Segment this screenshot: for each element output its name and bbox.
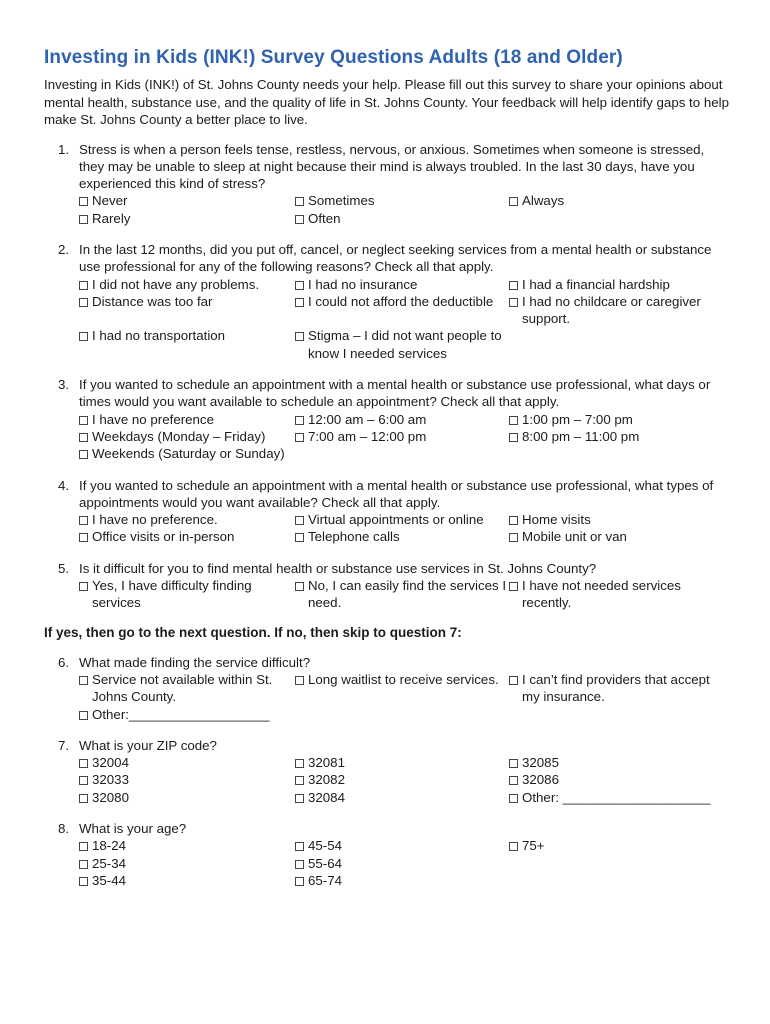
checkbox-square-icon[interactable] bbox=[79, 281, 88, 290]
checkbox-square-icon[interactable] bbox=[509, 676, 518, 685]
option-label: Home visits bbox=[522, 512, 591, 528]
option-label: Service not available within St. Johns County. bbox=[92, 671, 273, 705]
checkbox-square-icon[interactable] bbox=[79, 794, 88, 803]
option-label: I had no transportation bbox=[92, 328, 226, 344]
checkbox-square-icon[interactable] bbox=[295, 281, 304, 290]
option-checkbox[interactable] bbox=[79, 577, 295, 612]
option-label: 45-54 bbox=[308, 838, 343, 854]
question-5 bbox=[44, 560, 744, 612]
question-number: 8. bbox=[58, 821, 70, 836]
option-label: Yes, I have difficulty finding services bbox=[92, 578, 252, 611]
option-label: Virtual appointments or online bbox=[308, 512, 484, 528]
option-checkbox[interactable] bbox=[295, 789, 509, 806]
checkbox-square-icon[interactable] bbox=[295, 516, 304, 525]
option-checkbox[interactable] bbox=[509, 528, 729, 545]
options-grid bbox=[79, 411, 744, 463]
checkbox-square-icon[interactable] bbox=[79, 450, 88, 459]
option-checkbox[interactable] bbox=[79, 293, 295, 328]
question-number: 3. bbox=[58, 377, 70, 393]
question-number: 6. bbox=[58, 654, 70, 670]
checkbox-square-icon[interactable] bbox=[295, 877, 304, 886]
option-checkbox[interactable] bbox=[295, 511, 509, 528]
checkbox-square-icon[interactable] bbox=[79, 842, 88, 851]
option-checkbox[interactable] bbox=[509, 411, 729, 428]
empty-cell bbox=[509, 210, 729, 227]
question-number: 4. bbox=[58, 477, 70, 493]
option-checkbox[interactable] bbox=[79, 855, 295, 872]
question-6 bbox=[44, 654, 744, 723]
options-grid bbox=[79, 577, 744, 612]
option-label: Rarely bbox=[92, 210, 131, 226]
option-checkbox[interactable] bbox=[295, 411, 509, 428]
option-checkbox[interactable] bbox=[79, 706, 295, 723]
checkbox-square-icon[interactable] bbox=[79, 332, 88, 341]
checkbox-square-icon[interactable] bbox=[509, 281, 518, 290]
checkbox-square-icon[interactable] bbox=[509, 582, 518, 591]
option-checkbox[interactable] bbox=[79, 511, 295, 528]
option-checkbox[interactable] bbox=[295, 671, 509, 706]
checkbox-square-icon[interactable] bbox=[295, 332, 304, 341]
questions-block-1 bbox=[44, 141, 744, 612]
question-3 bbox=[44, 376, 744, 462]
option-label: Office visits or in-person bbox=[92, 529, 235, 545]
option-checkbox[interactable] bbox=[295, 754, 509, 771]
option-checkbox[interactable] bbox=[295, 428, 509, 445]
option-label: 65-74 bbox=[308, 872, 343, 888]
option-label: I have no preference bbox=[92, 411, 214, 427]
question-text: What is your ZIP code? bbox=[79, 737, 217, 753]
question-text: What made finding the service difficult? bbox=[79, 654, 311, 670]
question-number: 2. bbox=[58, 241, 70, 257]
option-label: Often bbox=[308, 210, 341, 226]
question-1 bbox=[44, 141, 744, 227]
options-grid bbox=[79, 671, 744, 723]
option-label: I could not afford the deductible bbox=[308, 293, 494, 309]
option-checkbox[interactable] bbox=[509, 789, 729, 806]
question-4 bbox=[44, 477, 744, 546]
checkbox-square-icon[interactable] bbox=[79, 416, 88, 425]
checkbox-square-icon[interactable] bbox=[509, 842, 518, 851]
option-label: 32004 bbox=[92, 755, 129, 771]
option-label: Never bbox=[92, 193, 128, 209]
options-grid bbox=[79, 754, 744, 806]
option-checkbox[interactable] bbox=[509, 577, 729, 612]
checkbox-square-icon[interactable] bbox=[509, 516, 518, 525]
checkbox-square-icon[interactable] bbox=[79, 711, 88, 720]
skip-note: If yes, then go to the next question. If no, then skip to question 7: bbox=[44, 624, 462, 640]
empty-cell bbox=[509, 445, 729, 462]
option-checkbox[interactable] bbox=[79, 789, 295, 806]
checkbox-square-icon[interactable] bbox=[295, 416, 304, 425]
option-checkbox[interactable] bbox=[295, 192, 509, 209]
question-number: 7. bbox=[58, 737, 70, 753]
option-checkbox[interactable] bbox=[79, 754, 295, 771]
question-text: If you wanted to schedule an appointment with a mental health or substance use professional, what days or times would you want available to schedule an appointment? Check all that apply. bbox=[79, 377, 711, 410]
checkbox-square-icon[interactable] bbox=[79, 197, 88, 206]
option-label: Telephone calls bbox=[308, 529, 400, 545]
checkbox-square-icon[interactable] bbox=[295, 533, 304, 542]
option-label: Mobile unit or van bbox=[522, 529, 627, 545]
options-grid bbox=[79, 276, 744, 362]
option-checkbox[interactable] bbox=[79, 192, 295, 209]
option-checkbox[interactable] bbox=[79, 445, 295, 462]
checkbox-square-icon[interactable] bbox=[295, 215, 304, 224]
checkbox-square-icon[interactable] bbox=[79, 860, 88, 869]
option-label: I can’t find providers that accept my insurance. bbox=[522, 671, 710, 705]
option-label: 12:00 am – 6:00 am bbox=[308, 411, 427, 427]
checkbox-square-icon[interactable] bbox=[295, 794, 304, 803]
option-label: 32085 bbox=[522, 755, 559, 771]
option-checkbox[interactable] bbox=[295, 210, 509, 227]
option-checkbox[interactable] bbox=[79, 771, 295, 788]
option-label: 18-24 bbox=[92, 838, 127, 854]
checkbox-square-icon[interactable] bbox=[295, 197, 304, 206]
option-label: 32080 bbox=[92, 789, 129, 805]
question-number: 1. bbox=[58, 141, 70, 157]
option-label: 35-44 bbox=[92, 872, 127, 888]
option-label: Other: ____________________ bbox=[522, 789, 711, 805]
page-title: Investing in Kids (INK!) Survey Questions Adults (18 and Older) bbox=[44, 47, 623, 68]
checkbox-square-icon[interactable] bbox=[79, 582, 88, 591]
questions-block-2 bbox=[44, 654, 744, 890]
option-checkbox[interactable] bbox=[295, 855, 509, 872]
option-label: Other:___________________ bbox=[92, 706, 270, 722]
intro-paragraph: Investing in Kids (INK!) of St. Johns County needs your help. Please fill out this survey to share your opinions about mental health, substance use, and the quality of life in St. Johns County. Your feedback will help identify gaps to help make St. Johns County a better place to live. bbox=[44, 77, 729, 127]
option-checkbox[interactable] bbox=[295, 872, 509, 889]
option-checkbox[interactable] bbox=[79, 210, 295, 227]
question-text: Stress is when a person feels tense, restless, nervous, or anxious. Sometimes when someone is stressed, they may be unable to sleep at night because their mind is always troubled. In the last 30 days, have you experienced this kind of stress? bbox=[79, 141, 705, 192]
checkbox-square-icon[interactable] bbox=[79, 533, 88, 542]
option-checkbox[interactable] bbox=[509, 837, 729, 854]
option-label: I have not needed services recently. bbox=[522, 578, 681, 611]
checkbox-square-icon[interactable] bbox=[79, 298, 88, 307]
empty-cell bbox=[509, 706, 729, 723]
option-label: 8:00 pm – 11:00 pm bbox=[522, 428, 640, 444]
checkbox-square-icon[interactable] bbox=[509, 433, 518, 442]
checkbox-square-icon[interactable] bbox=[509, 794, 518, 803]
option-checkbox[interactable] bbox=[79, 411, 295, 428]
checkbox-square-icon[interactable] bbox=[295, 842, 304, 851]
option-checkbox[interactable] bbox=[79, 327, 295, 362]
checkbox-square-icon[interactable] bbox=[79, 433, 88, 442]
question-number: 5. bbox=[58, 560, 70, 576]
option-label: 75+ bbox=[522, 838, 545, 854]
option-label: Always bbox=[522, 193, 565, 209]
option-checkbox[interactable] bbox=[79, 276, 295, 293]
checkbox-square-icon[interactable] bbox=[79, 516, 88, 525]
option-checkbox[interactable] bbox=[295, 771, 509, 788]
checkbox-square-icon[interactable] bbox=[509, 759, 518, 768]
option-label: I had a financial hardship bbox=[522, 276, 670, 292]
checkbox-square-icon[interactable] bbox=[295, 759, 304, 768]
option-label: Long waitlist to receive services. bbox=[308, 671, 499, 687]
option-label: I did not have any problems. bbox=[92, 276, 260, 292]
option-checkbox[interactable] bbox=[79, 872, 295, 889]
option-checkbox[interactable] bbox=[295, 276, 509, 293]
empty-cell bbox=[295, 445, 509, 462]
option-label: No, I can easily find the services I need. bbox=[308, 578, 507, 611]
option-label: Weekdays (Monday – Friday) bbox=[92, 428, 266, 444]
option-checkbox[interactable] bbox=[509, 754, 729, 771]
option-label: I had no insurance bbox=[308, 276, 418, 292]
option-label: 55-64 bbox=[308, 855, 343, 871]
option-checkbox[interactable] bbox=[509, 293, 729, 328]
option-label: Distance was too far bbox=[92, 293, 213, 309]
option-label: I have no preference. bbox=[92, 512, 218, 528]
empty-cell bbox=[509, 855, 729, 872]
checkbox-square-icon[interactable] bbox=[509, 776, 518, 785]
checkbox-square-icon[interactable] bbox=[295, 582, 304, 591]
option-label: I had no childcare or caregiver support. bbox=[522, 293, 701, 327]
checkbox-square-icon[interactable] bbox=[509, 298, 518, 307]
option-checkbox[interactable] bbox=[79, 428, 295, 445]
question-text: What is your age? bbox=[79, 821, 187, 836]
options-grid bbox=[79, 511, 744, 546]
option-checkbox[interactable] bbox=[509, 771, 729, 788]
option-checkbox[interactable] bbox=[509, 511, 729, 528]
option-checkbox[interactable] bbox=[509, 192, 729, 209]
option-label: Sometimes bbox=[308, 193, 375, 209]
checkbox-square-icon[interactable] bbox=[295, 776, 304, 785]
option-label: 32084 bbox=[308, 789, 345, 805]
question-text: If you wanted to schedule an appointment with a mental health or substance use professional, what types of appointments would you want available? Check all that apply. bbox=[79, 477, 714, 510]
option-checkbox[interactable] bbox=[509, 671, 729, 706]
empty-cell bbox=[509, 327, 729, 362]
option-checkbox[interactable] bbox=[295, 528, 509, 545]
option-label: Stigma – I did not want people to know I needed services bbox=[308, 328, 502, 361]
empty-cell bbox=[509, 872, 729, 889]
option-label: 32081 bbox=[308, 755, 345, 771]
checkbox-square-icon[interactable] bbox=[295, 298, 304, 307]
option-label: 32033 bbox=[92, 772, 129, 788]
option-checkbox[interactable] bbox=[509, 276, 729, 293]
option-checkbox[interactable] bbox=[509, 428, 729, 445]
option-label: 25-34 bbox=[92, 855, 127, 871]
option-checkbox[interactable] bbox=[79, 671, 295, 706]
checkbox-square-icon[interactable] bbox=[79, 776, 88, 785]
option-checkbox[interactable] bbox=[79, 837, 295, 854]
checkbox-square-icon[interactable] bbox=[79, 215, 88, 224]
option-label: 32082 bbox=[308, 772, 345, 788]
checkbox-square-icon[interactable] bbox=[295, 676, 304, 685]
options-grid bbox=[79, 837, 744, 889]
option-label: 32086 bbox=[522, 772, 559, 788]
option-checkbox[interactable] bbox=[295, 577, 509, 612]
empty-cell bbox=[295, 706, 509, 723]
checkbox-square-icon[interactable] bbox=[509, 416, 518, 425]
survey-page bbox=[44, 44, 744, 889]
checkbox-square-icon[interactable] bbox=[79, 759, 88, 768]
option-label: 7:00 am – 12:00 pm bbox=[308, 428, 427, 444]
question-text: In the last 12 months, did you put off, cancel, or neglect seeking services from a mental health or substance use professional for any of the following reasons? Check all that apply. bbox=[79, 241, 712, 275]
option-label: 1:00 pm – 7:00 pm bbox=[522, 411, 633, 427]
checkbox-square-icon[interactable] bbox=[509, 533, 518, 542]
question-2 bbox=[44, 241, 744, 362]
option-checkbox[interactable] bbox=[79, 528, 295, 545]
checkbox-square-icon[interactable] bbox=[509, 197, 518, 206]
question-7 bbox=[44, 737, 744, 806]
checkbox-square-icon[interactable] bbox=[295, 860, 304, 869]
question-text: Is it difficult for you to find mental health or substance use services in St. Johns County? bbox=[79, 560, 597, 576]
question-8 bbox=[44, 820, 744, 889]
option-checkbox[interactable] bbox=[295, 327, 509, 362]
checkbox-square-icon[interactable] bbox=[79, 877, 88, 886]
option-label: Weekends (Saturday or Sunday) bbox=[92, 446, 285, 462]
checkbox-square-icon[interactable] bbox=[295, 433, 304, 442]
checkbox-square-icon[interactable] bbox=[79, 676, 88, 685]
option-checkbox[interactable] bbox=[295, 293, 509, 328]
option-checkbox[interactable] bbox=[295, 837, 509, 854]
options-grid bbox=[79, 192, 744, 227]
